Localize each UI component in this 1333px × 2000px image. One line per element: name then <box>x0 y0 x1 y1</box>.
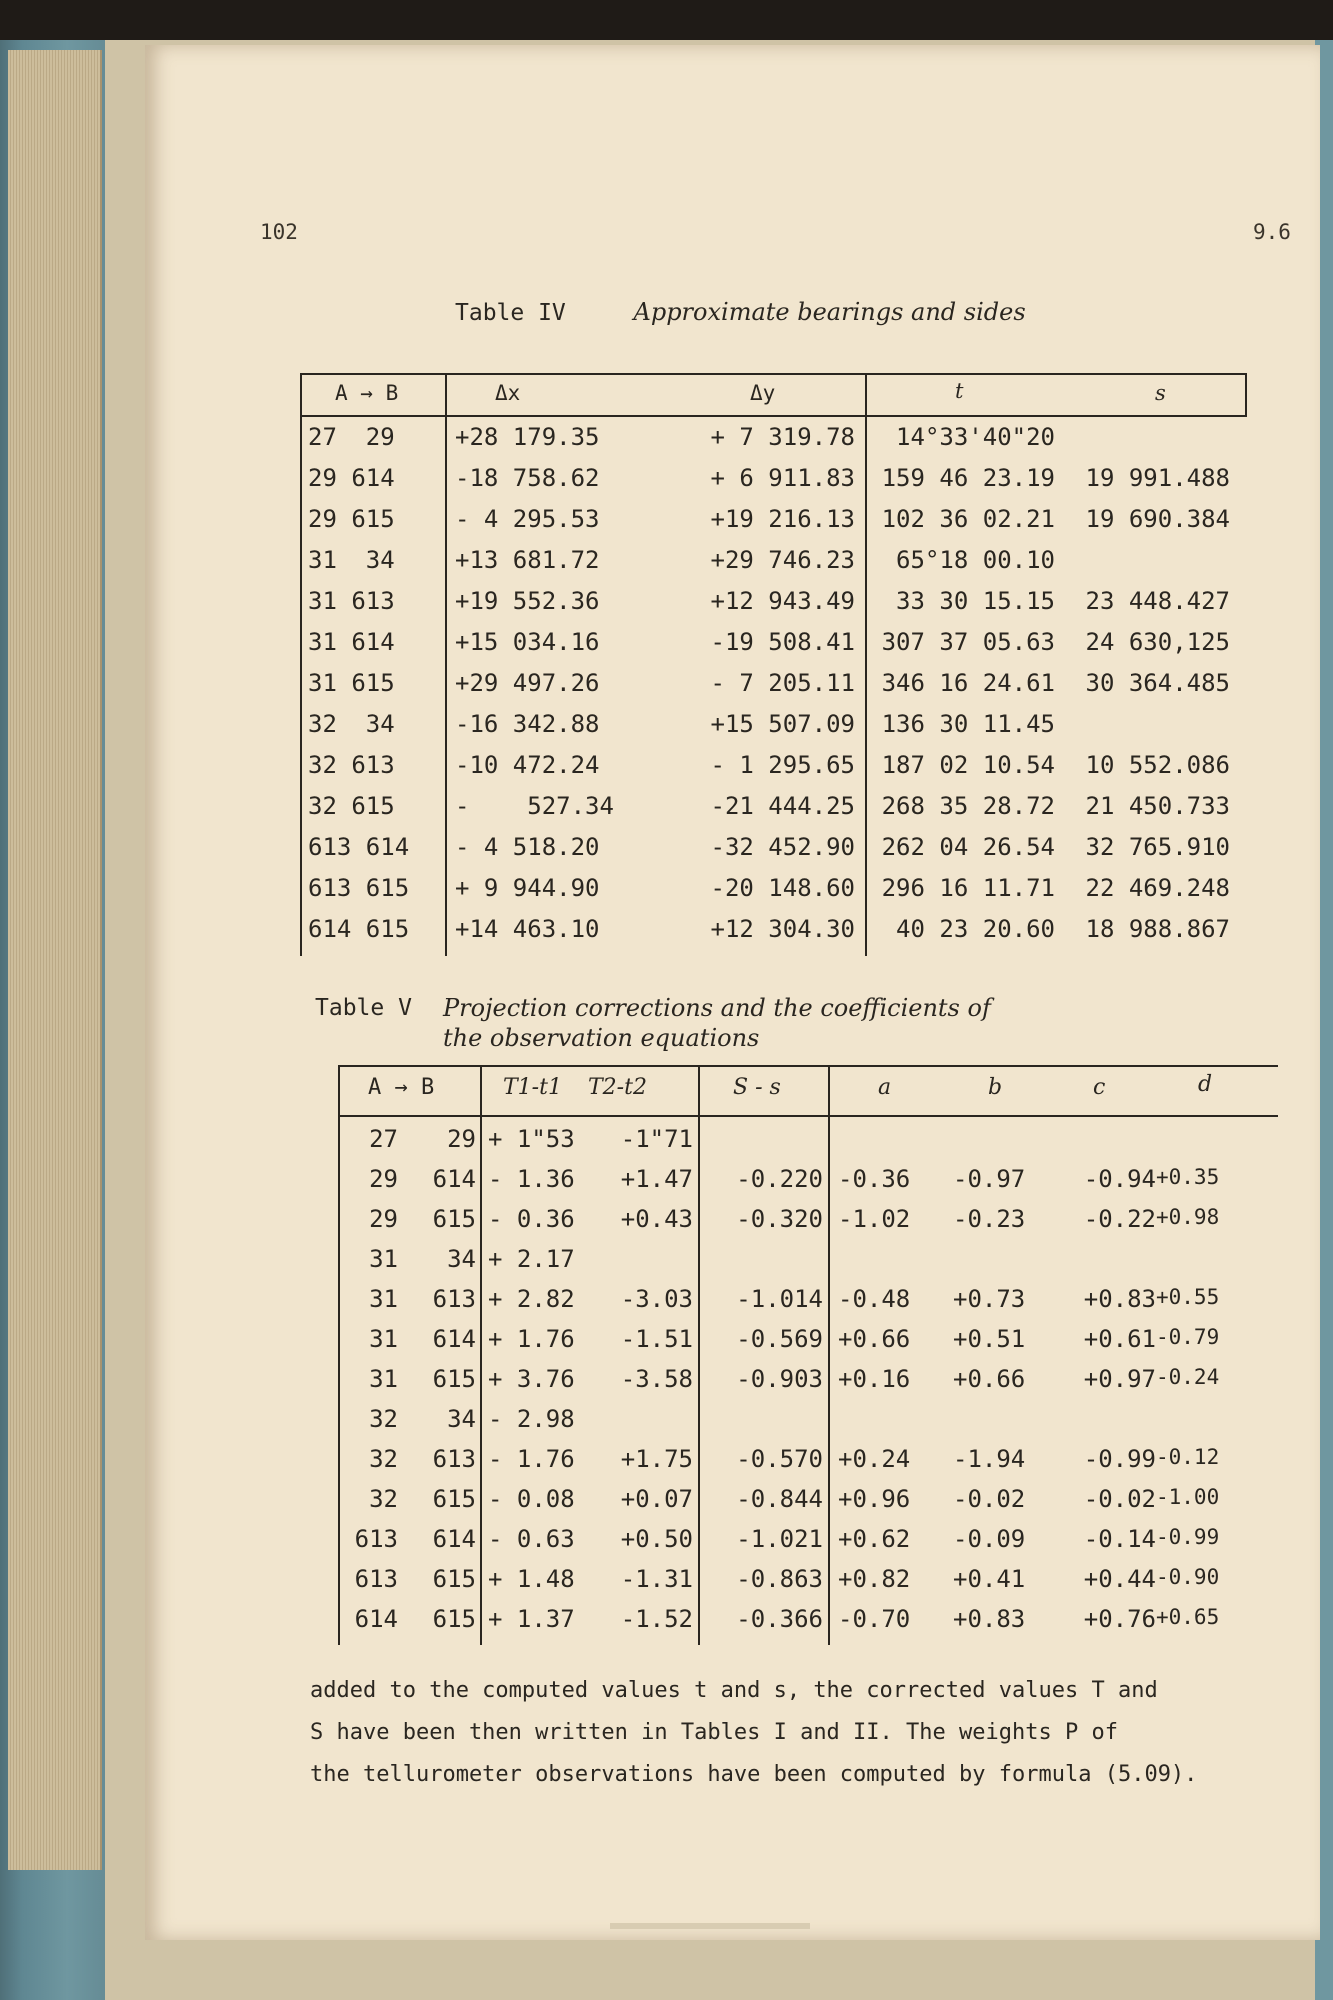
table4-cell: 613 614 <box>308 833 410 861</box>
table4-cell: +12 304.30 <box>710 915 855 943</box>
table5-cell: +0.44 <box>1083 1565 1156 1593</box>
table5-cell: 615 <box>432 1365 476 1393</box>
table5-cell: 615 <box>432 1205 476 1233</box>
table5-cell: -0.22 <box>1083 1205 1156 1233</box>
table4-cell: +12 943.49 <box>710 587 855 615</box>
table5-header <box>338 1065 1278 1117</box>
table4-row <box>300 423 1247 464</box>
table4-cell: +29 497.26 <box>455 669 600 697</box>
table5-row <box>338 1165 1278 1205</box>
table5-row <box>338 1605 1278 1645</box>
table5-cell: -0.366 <box>736 1605 823 1633</box>
table4-cell: 614 615 <box>308 915 410 943</box>
table4-cell: 21 450.733 <box>1085 792 1230 820</box>
table5-cell: +0.83 <box>953 1605 1026 1633</box>
table5-cell: 614 <box>432 1325 476 1353</box>
table5-row <box>338 1445 1278 1485</box>
section-number: 9.6 <box>1253 220 1291 244</box>
table5-cell: 613 <box>354 1565 398 1593</box>
table5-cell: +0.24 <box>838 1445 911 1473</box>
table5-cell: 32 <box>369 1445 398 1473</box>
table4-cell: + 9 944.90 <box>455 874 600 902</box>
table5-cell: -0.02 <box>953 1485 1026 1513</box>
table5-header-d: d <box>1198 1072 1213 1097</box>
table5-cell: +0.16 <box>838 1365 911 1393</box>
table5-cell: 31 <box>369 1285 398 1313</box>
table4-cell: - 7 205.11 <box>710 669 855 697</box>
table5-cell: + 1"53 <box>488 1125 575 1153</box>
table5-cell: 615 <box>432 1485 476 1513</box>
table4-header-t: t <box>955 379 964 403</box>
paragraph-line-1: added to the computed values t and s, the corrected values T and <box>310 1678 1158 1703</box>
table5-cell: +0.61 <box>1083 1325 1156 1353</box>
table5-cell: 613 <box>432 1285 476 1313</box>
table5-cell: 34 <box>447 1405 476 1433</box>
table4-caption-label: Table IV <box>455 300 566 326</box>
table5-cell: -1.021 <box>736 1525 823 1553</box>
table4-cell: 32 34 <box>308 710 395 738</box>
table5-cell: -1.52 <box>620 1605 693 1633</box>
table5-cell: -0.09 <box>953 1525 1026 1553</box>
table4-row <box>300 464 1247 505</box>
table5-cell: 32 <box>369 1405 398 1433</box>
table4-cell: 187 02 10.54 <box>881 751 1055 779</box>
table5-cell: - 1.76 <box>488 1445 575 1473</box>
table5-cell: -3.03 <box>620 1285 693 1313</box>
table4-row <box>300 710 1247 751</box>
table5-header-s: S - s <box>733 1075 781 1100</box>
table5-cell: 31 <box>369 1325 398 1353</box>
table4-cell: -18 758.62 <box>455 464 600 492</box>
table4-cell: 262 04 26.54 <box>881 833 1055 861</box>
table4-cell: 29 614 <box>308 464 395 492</box>
table5-cell: -0.36 <box>838 1165 911 1193</box>
table5-cell: -0.14 <box>1083 1525 1156 1553</box>
table4-cell: 31 34 <box>308 546 395 574</box>
table5-body <box>338 1117 1278 1645</box>
table4-row <box>300 874 1247 915</box>
table5-cell: -0.79 <box>1156 1325 1220 1349</box>
table5-cell: 34 <box>447 1245 476 1273</box>
table5-caption-title-line1: Projection corrections and the coefficients of <box>443 994 991 1022</box>
table5-cell: -0.97 <box>953 1165 1026 1193</box>
table5-cell: -0.570 <box>736 1445 823 1473</box>
table5-cell: 31 <box>369 1245 398 1273</box>
table4-row <box>300 628 1247 669</box>
table4-cell: 24 630,125 <box>1085 628 1230 656</box>
table5-cell: +0.66 <box>953 1365 1026 1393</box>
table4-cell: +28 179.35 <box>455 423 600 451</box>
table5-caption <box>315 995 412 1021</box>
table5-cell: - 2.98 <box>488 1405 575 1433</box>
table5-cell: +0.66 <box>838 1325 911 1353</box>
table4-cell: 65°18 00.10 <box>896 546 1055 574</box>
table5-cell: 614 <box>432 1525 476 1553</box>
table4-cell: -21 444.25 <box>710 792 855 820</box>
table5-cell: 29 <box>369 1205 398 1233</box>
table4-cell: 102 36 02.21 <box>881 505 1055 533</box>
table5-cell: -0.863 <box>736 1565 823 1593</box>
table5-cell: -0.24 <box>1156 1365 1220 1389</box>
table5-cell: 32 <box>369 1485 398 1513</box>
table5-cell: 615 <box>432 1565 476 1593</box>
table5-cell: -0.569 <box>736 1325 823 1353</box>
table5-cell: -1.02 <box>838 1205 911 1233</box>
table5-cell: -0.220 <box>736 1165 823 1193</box>
table5-cell: -0.48 <box>838 1285 911 1313</box>
table5-cell: +1.47 <box>620 1165 693 1193</box>
table5-cell: +0.43 <box>620 1205 693 1233</box>
table5-cell: +0.62 <box>838 1525 911 1553</box>
table4-cell: 159 46 23.19 <box>881 464 1055 492</box>
table5-cell: + 1.37 <box>488 1605 575 1633</box>
table5-cell: +0.98 <box>1156 1205 1220 1229</box>
table5-cell: - 1.36 <box>488 1165 575 1193</box>
table4-cell: 30 364.485 <box>1085 669 1230 697</box>
table5-cell: 613 <box>432 1445 476 1473</box>
table4-cell: 40 23 20.60 <box>896 915 1055 943</box>
table5-caption-label: Table V <box>315 995 412 1021</box>
table5-cell: - 0.36 <box>488 1205 575 1233</box>
table4-cell: 19 991.488 <box>1085 464 1230 492</box>
table4-header-s: s <box>1155 381 1166 405</box>
table5-cell: + 1.76 <box>488 1325 575 1353</box>
table5-cell: 613 <box>354 1525 398 1553</box>
table5-cell: +0.65 <box>1156 1605 1220 1629</box>
table4-cell: 32 765.910 <box>1085 833 1230 861</box>
table4-cell: -32 452.90 <box>710 833 855 861</box>
table5-cell: -0.12 <box>1156 1445 1220 1469</box>
table5-cell: +0.41 <box>953 1565 1026 1593</box>
table5-cell: -1.31 <box>620 1565 693 1593</box>
table4-cell: -20 148.60 <box>710 874 855 902</box>
table4-cell: +19 216.13 <box>710 505 855 533</box>
table4-cell: 307 37 05.63 <box>881 628 1055 656</box>
table4-cell: 29 615 <box>308 505 395 533</box>
table4-cell: - 4 518.20 <box>455 833 600 861</box>
table5-cell: + 1.48 <box>488 1565 575 1593</box>
table4-header <box>300 373 1247 417</box>
table5-row <box>338 1325 1278 1365</box>
table5-caption-title-line2: the observation equations <box>443 1024 760 1052</box>
table5-cell: +0.55 <box>1156 1285 1220 1309</box>
table4-row <box>300 915 1247 956</box>
table4-caption <box>455 298 1026 326</box>
table5-cell: +0.73 <box>953 1285 1026 1313</box>
table4-cell: +14 463.10 <box>455 915 600 943</box>
table5-row <box>338 1405 1278 1445</box>
body-paragraph <box>310 1670 1270 1796</box>
document-page <box>145 45 1320 1940</box>
table5-cell: -1"71 <box>620 1125 693 1153</box>
table4-header-dy: Δy <box>750 381 776 405</box>
table4-cell: -19 508.41 <box>710 628 855 656</box>
table5-cell: -0.02 <box>1083 1485 1156 1513</box>
table4-caption-title: Approximate bearings and sides <box>633 298 1026 326</box>
table4-cell: 32 615 <box>308 792 395 820</box>
table4-cell: 27 29 <box>308 423 395 451</box>
table4-cell: 31 615 <box>308 669 395 697</box>
table5-cell: + 3.76 <box>488 1365 575 1393</box>
table5-cell: -0.844 <box>736 1485 823 1513</box>
table5-cell: +0.96 <box>838 1485 911 1513</box>
table4-row <box>300 587 1247 628</box>
table4-body <box>300 417 1247 956</box>
table4-cell: -10 472.24 <box>455 751 600 779</box>
table4-cell: 10 552.086 <box>1085 751 1230 779</box>
table5-cell: +0.82 <box>838 1565 911 1593</box>
table4-cell: + 7 319.78 <box>710 423 855 451</box>
table4-cell: 14°33'40"20 <box>896 423 1055 451</box>
table5-cell: 29 <box>447 1125 476 1153</box>
table4-cell: 19 690.384 <box>1085 505 1230 533</box>
table4-row <box>300 546 1247 587</box>
table5-cell: -0.94 <box>1083 1165 1156 1193</box>
table4-cell: + 6 911.83 <box>710 464 855 492</box>
table5-cell: -0.320 <box>736 1205 823 1233</box>
table4-cell: 136 30 11.45 <box>881 710 1055 738</box>
table4-row <box>300 669 1247 710</box>
table4-cell: +15 034.16 <box>455 628 600 656</box>
table4 <box>300 373 1247 956</box>
table5-row <box>338 1245 1278 1285</box>
table5-cell: +0.76 <box>1083 1605 1156 1633</box>
table4-cell: - 1 295.65 <box>710 751 855 779</box>
paragraph-line-3: the tellurometer observations have been computed by formula (5.09). <box>310 1762 1198 1787</box>
table5-cell: -0.90 <box>1156 1565 1220 1589</box>
table4-cell: 23 448.427 <box>1085 587 1230 615</box>
table4-cell: +29 746.23 <box>710 546 855 574</box>
table5-row <box>338 1365 1278 1405</box>
table4-cell: 32 613 <box>308 751 395 779</box>
table5-cell: - 0.63 <box>488 1525 575 1553</box>
table5-cell: +1.75 <box>620 1445 693 1473</box>
table4-cell: 268 35 28.72 <box>881 792 1055 820</box>
table5-cell: 614 <box>354 1605 398 1633</box>
table4-cell: 346 16 24.61 <box>881 669 1055 697</box>
table5-cell: 29 <box>369 1165 398 1193</box>
table5-caption-title <box>443 993 991 1053</box>
bottom-smudge <box>610 1923 810 1929</box>
table4-cell: 22 469.248 <box>1085 874 1230 902</box>
table5-cell: - 0.08 <box>488 1485 575 1513</box>
table4-cell: 296 16 11.71 <box>881 874 1055 902</box>
table5-cell: +0.35 <box>1156 1165 1220 1189</box>
table5-cell: -3.58 <box>620 1365 693 1393</box>
table5-row <box>338 1525 1278 1565</box>
table5-row <box>338 1565 1278 1605</box>
table4-cell: 31 613 <box>308 587 395 615</box>
table5 <box>338 1065 1278 1645</box>
table5-cell: -0.99 <box>1083 1445 1156 1473</box>
table5-cell: +0.50 <box>620 1525 693 1553</box>
table5-cell: + 2.82 <box>488 1285 575 1313</box>
table4-row <box>300 505 1247 546</box>
table5-cell: -0.99 <box>1156 1525 1220 1549</box>
table5-cell: -0.23 <box>953 1205 1026 1233</box>
table4-row <box>300 792 1247 833</box>
table5-row <box>338 1485 1278 1525</box>
table5-row <box>338 1205 1278 1245</box>
table5-cell: -0.903 <box>736 1365 823 1393</box>
page-number: 102 <box>260 220 298 244</box>
table5-header-t1: T1-t1 <box>503 1075 562 1100</box>
table5-cell: 614 <box>432 1165 476 1193</box>
table5-cell: -1.94 <box>953 1445 1026 1473</box>
page-edges <box>8 50 102 1870</box>
table5-cell: 27 <box>369 1125 398 1153</box>
table5-cell: -0.70 <box>838 1605 911 1633</box>
table4-cell: 33 30 15.15 <box>896 587 1055 615</box>
table5-cell: 31 <box>369 1365 398 1393</box>
table4-cell: +15 507.09 <box>710 710 855 738</box>
table5-header-t2: T2-t2 <box>588 1075 647 1100</box>
table4-cell: +13 681.72 <box>455 546 600 574</box>
table4-cell: -16 342.88 <box>455 710 600 738</box>
table4-cell: - 4 295.53 <box>455 505 600 533</box>
table5-header-b: b <box>988 1075 1003 1100</box>
paragraph-line-2: S have been then written in Tables I and II. The weights P of <box>310 1720 1118 1745</box>
table5-cell: +0.07 <box>620 1485 693 1513</box>
table5-cell: +0.83 <box>1083 1285 1156 1313</box>
table5-header-a: a <box>878 1075 892 1100</box>
table4-header-ab: A → B <box>335 381 399 405</box>
table4-cell: 18 988.867 <box>1085 915 1230 943</box>
table4-cell: - 527.34 <box>455 792 614 820</box>
table4-row <box>300 833 1247 874</box>
table5-cell: -1.00 <box>1156 1485 1220 1509</box>
table5-header-c: c <box>1093 1075 1106 1100</box>
table5-cell: 615 <box>432 1605 476 1633</box>
table4-cell: +19 552.36 <box>455 587 600 615</box>
table5-cell: -1.014 <box>736 1285 823 1313</box>
table5-row <box>338 1285 1278 1325</box>
table5-cell: + 2.17 <box>488 1245 575 1273</box>
table4-header-dx: Δx <box>495 381 521 405</box>
table4-cell: 31 614 <box>308 628 395 656</box>
table5-header-ab: A → B <box>368 1075 435 1100</box>
table5-row <box>338 1125 1278 1165</box>
table5-cell: +0.97 <box>1083 1365 1156 1393</box>
table4-row <box>300 751 1247 792</box>
table4-cell: 613 615 <box>308 874 410 902</box>
table5-cell: -1.51 <box>620 1325 693 1353</box>
table5-cell: +0.51 <box>953 1325 1026 1353</box>
